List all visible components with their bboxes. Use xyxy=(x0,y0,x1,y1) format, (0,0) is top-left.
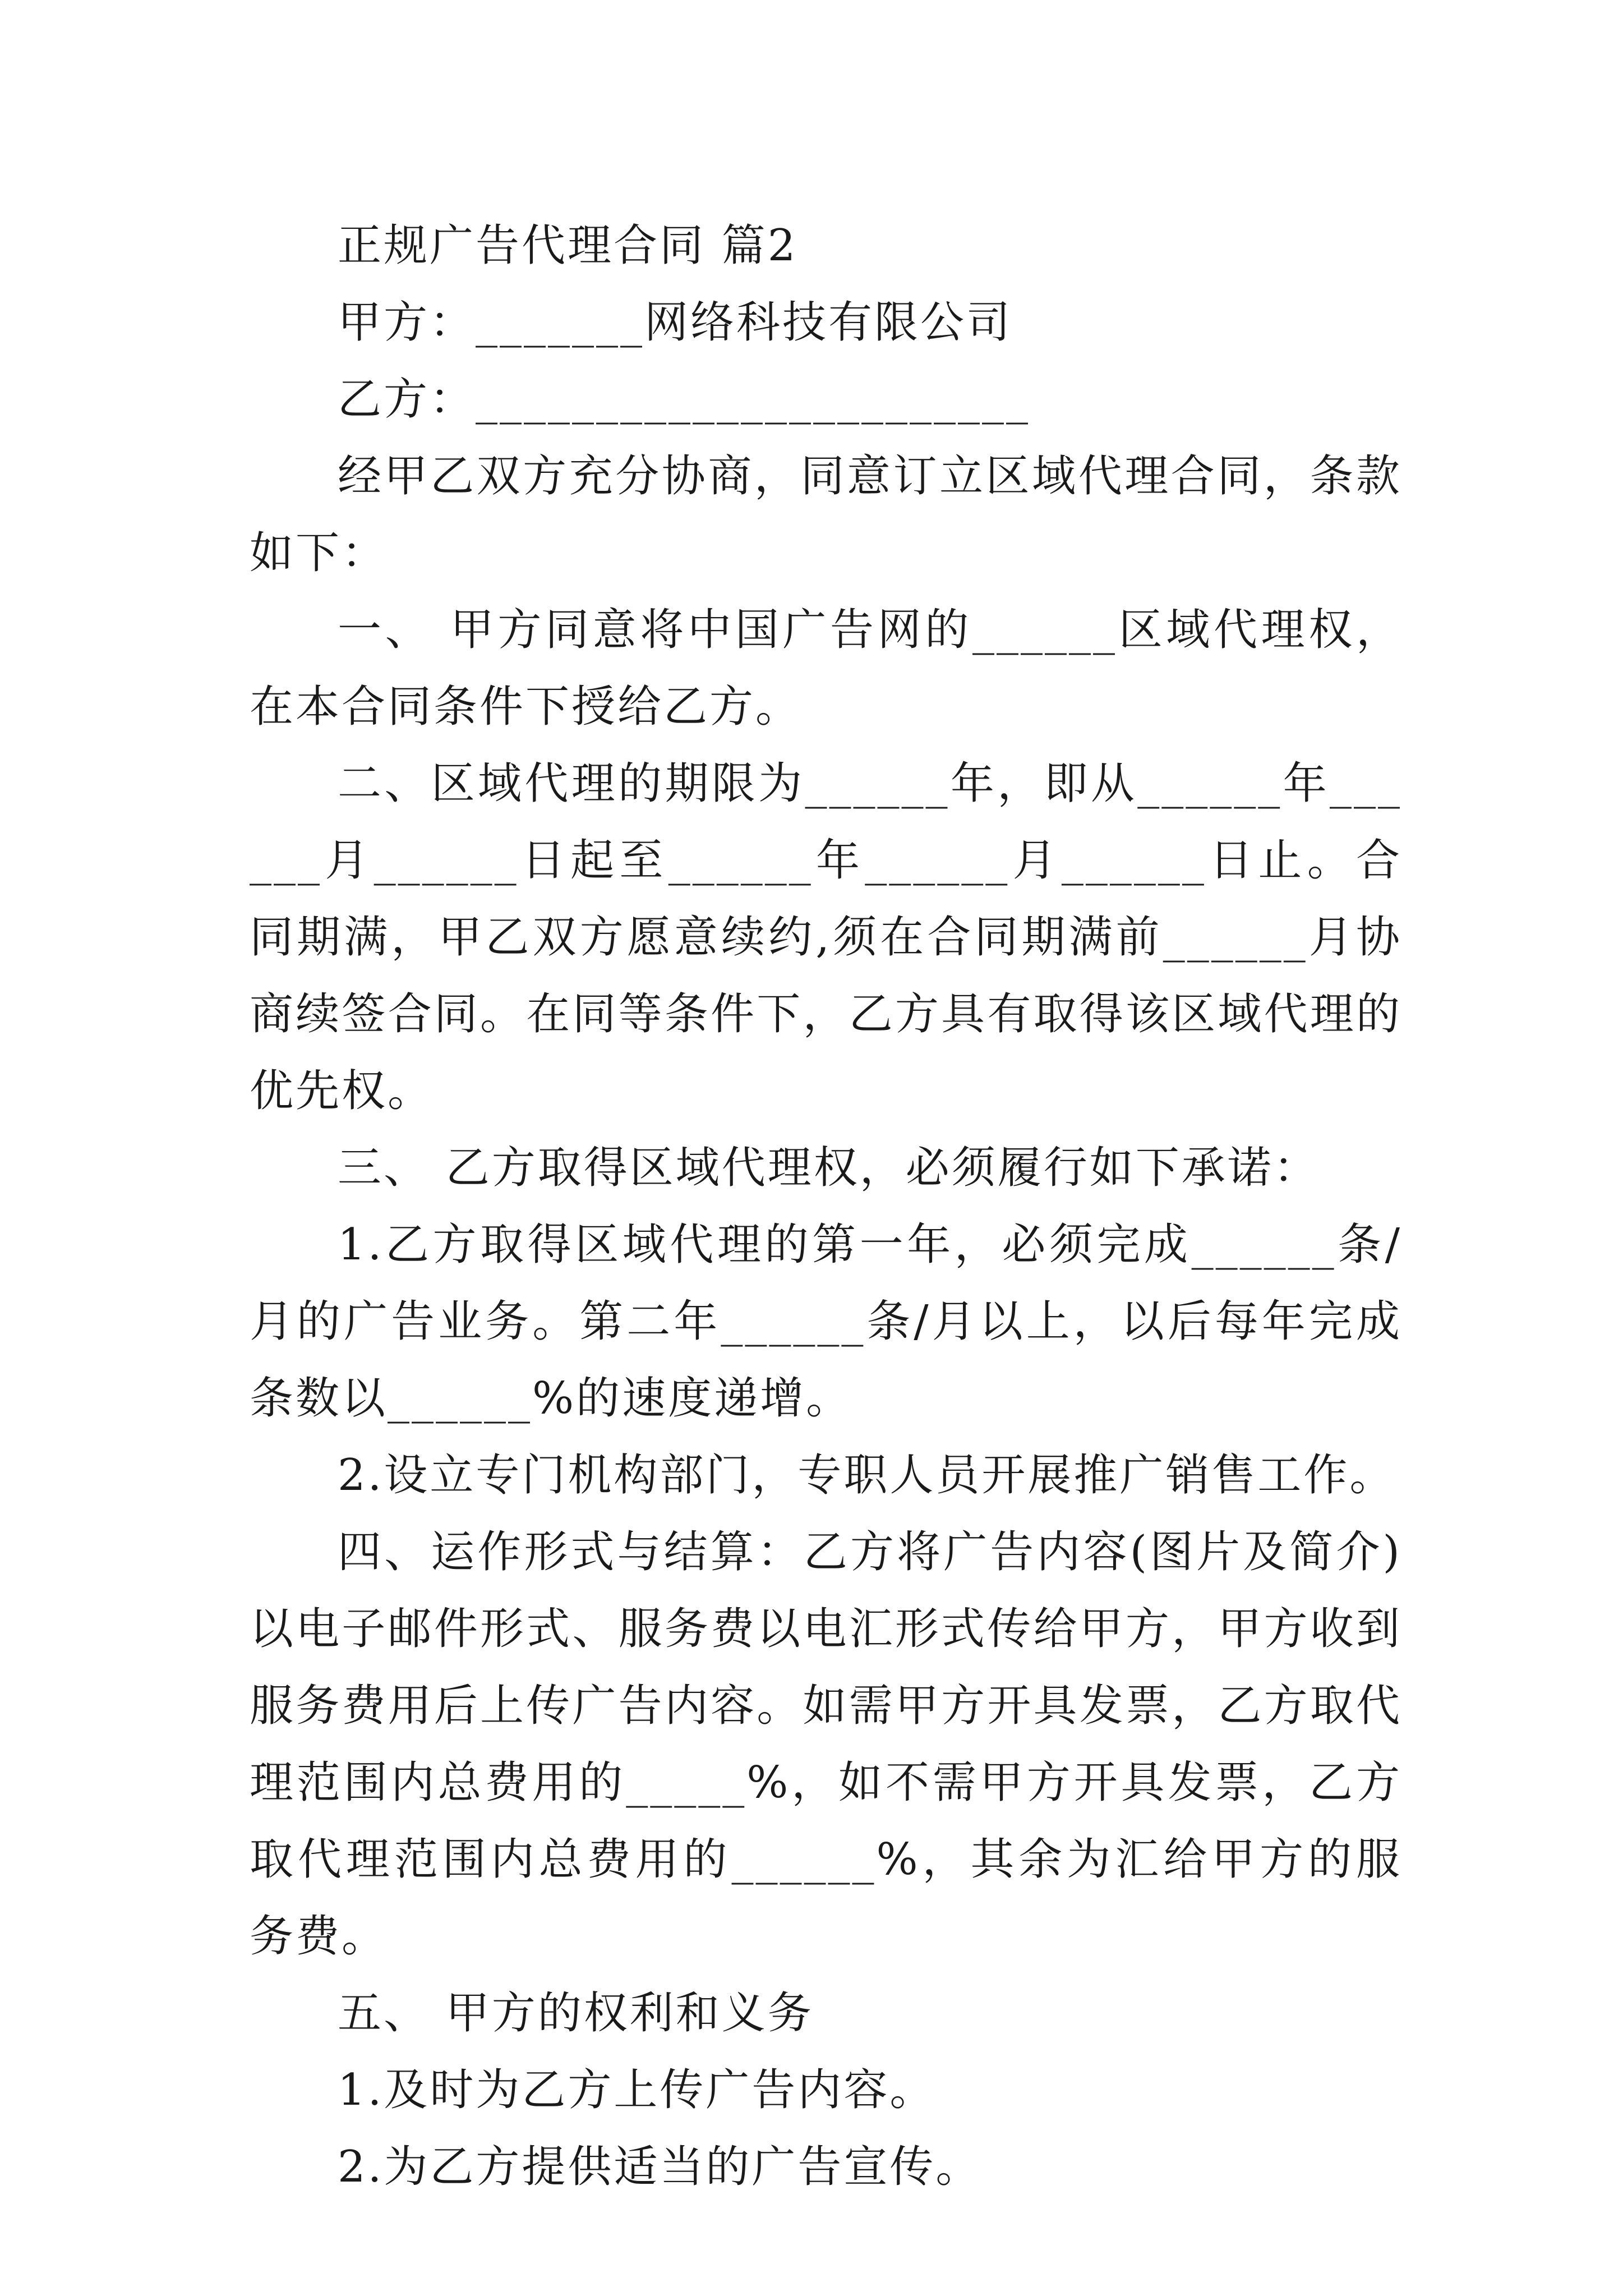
document-title: 正规广告代理合同 篇2 xyxy=(338,220,798,271)
clause-3-item-2: 2.设立专门机构部门，专职人员开展推广销售工作。 xyxy=(338,1450,1396,1501)
party-a-line: 甲方：_______网络科技有限公司 xyxy=(338,297,1013,348)
clause-4-paragraph: 四、运作形式与结算：乙方将广告内容(图片及简介)以电子邮件形式、服务费以电汇形式传给甲方，甲方收到服务费用后上传广告内容。如需甲方开具发票，乙方取代理范围内总费用的_____%，如不需甲方开具发票，乙方取代理范围内总费用的______%，其余为汇给甲方的服务费。 xyxy=(250,1527,1402,1962)
clause-2-paragraph: 二、区域代理的期限为______年，即从______年______月______日起至______年______月______日止。合同期满，甲乙双方愿意续约,须在合同期满前______月协商续签合同。在同等条件下，乙方具有取得该区域代理的优先权。 xyxy=(250,758,1402,1116)
clause-5-item-2: 2.为乙方提供适当的广告宣传。 xyxy=(338,2142,982,2192)
clause-1-paragraph: 一、 甲方同意将中国广告网的______区域代理权，在本合同条件下授给乙方。 xyxy=(250,605,1402,732)
party-b-line: 乙方：_______________________ xyxy=(338,374,1031,425)
contract-body xyxy=(250,208,1402,2206)
preamble-paragraph: 经甲乙双方充分协商，同意订立区域代理合同，条款如下： xyxy=(250,451,1402,578)
clause-3-item-1: 1.乙方取得区域代理的第一年，必须完成______条/月的广告业务。第二年______条/月以上，以后每年完成条数以______%的速度递增。 xyxy=(250,1220,1402,1424)
clause-5-item-1: 1.及时为乙方上传广告内容。 xyxy=(338,2065,936,2115)
clause-5-heading: 五、 甲方的权利和义务 xyxy=(338,1988,814,2039)
clause-3-heading: 三、 乙方取得区域代理权，必须履行如下承诺： xyxy=(338,1143,1320,1193)
